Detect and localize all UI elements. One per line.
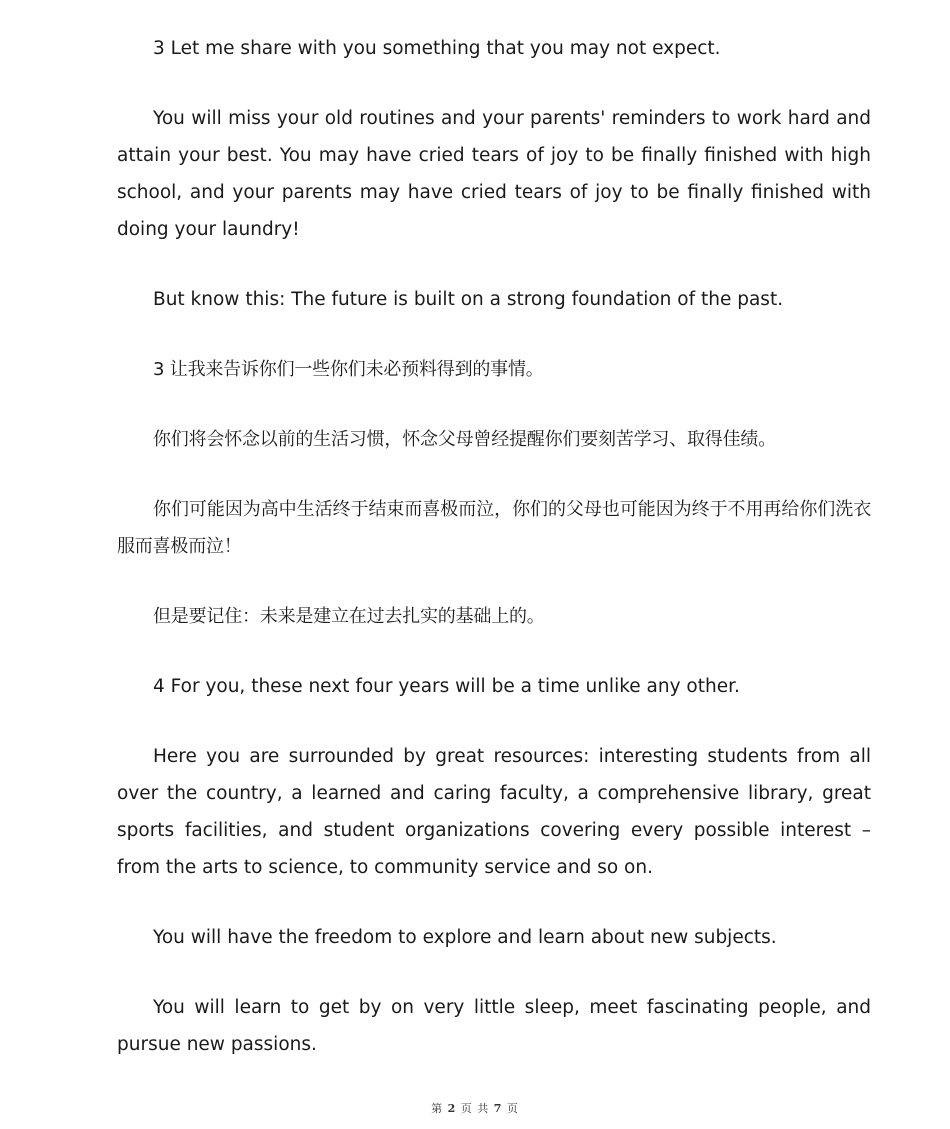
paragraph-2: You will miss your old routines and your parents' reminders to work hard and attain your best. You may have cried tears of joy to be finally finished with high school, and your parents may have cried tears of joy to be finally finished with doing your laundry! bbox=[117, 108, 871, 240]
document-body bbox=[117, 30, 871, 1096]
footer-middle: 页 共 bbox=[460, 1102, 490, 1115]
footer-total-pages: 7 bbox=[493, 1102, 503, 1115]
paragraph-9: Here you are surrounded by great resources: interesting students from all over the country, a learned and caring faculty, a comprehensive library, great sports facilities, and student organizations covering every possible interest – from the arts to science, to community service and so on. bbox=[117, 746, 871, 878]
paragraph-11: You will learn to get by on very little sleep, meet fascinating people, and pursue new passions. bbox=[117, 997, 871, 1055]
paragraph-3: But know this: The future is built on a strong foundation of the past. bbox=[153, 289, 784, 310]
paragraph-10: You will have the freedom to explore and learn about new subjects. bbox=[153, 927, 777, 948]
paragraph-5: 你们将会怀念以前的生活习惯，怀念父母曾经提醒你们要刻苦学习、取得佳绩。 bbox=[153, 429, 776, 450]
footer-prefix: 第 bbox=[431, 1102, 444, 1115]
page-footer bbox=[0, 1100, 950, 1116]
footer-suffix: 页 bbox=[506, 1102, 519, 1115]
paragraph-1: 3 Let me share with you something that you may not expect. bbox=[153, 38, 721, 59]
paragraph-6: 你们可能因为高中生活终于结束而喜极而泣，你们的父母也可能因为终于不用再给你们洗衣服而喜极而泣！ bbox=[117, 499, 871, 557]
paragraph-8: 4 For you, these next four years will be a time unlike any other. bbox=[153, 676, 740, 697]
footer-current-page: 2 bbox=[447, 1102, 457, 1115]
paragraph-7: 但是要记住：未来是建立在过去扎实的基础上的。 bbox=[153, 606, 545, 627]
paragraph-4: 3 让我来告诉你们一些你们未必预料得到的事情。 bbox=[153, 359, 544, 380]
